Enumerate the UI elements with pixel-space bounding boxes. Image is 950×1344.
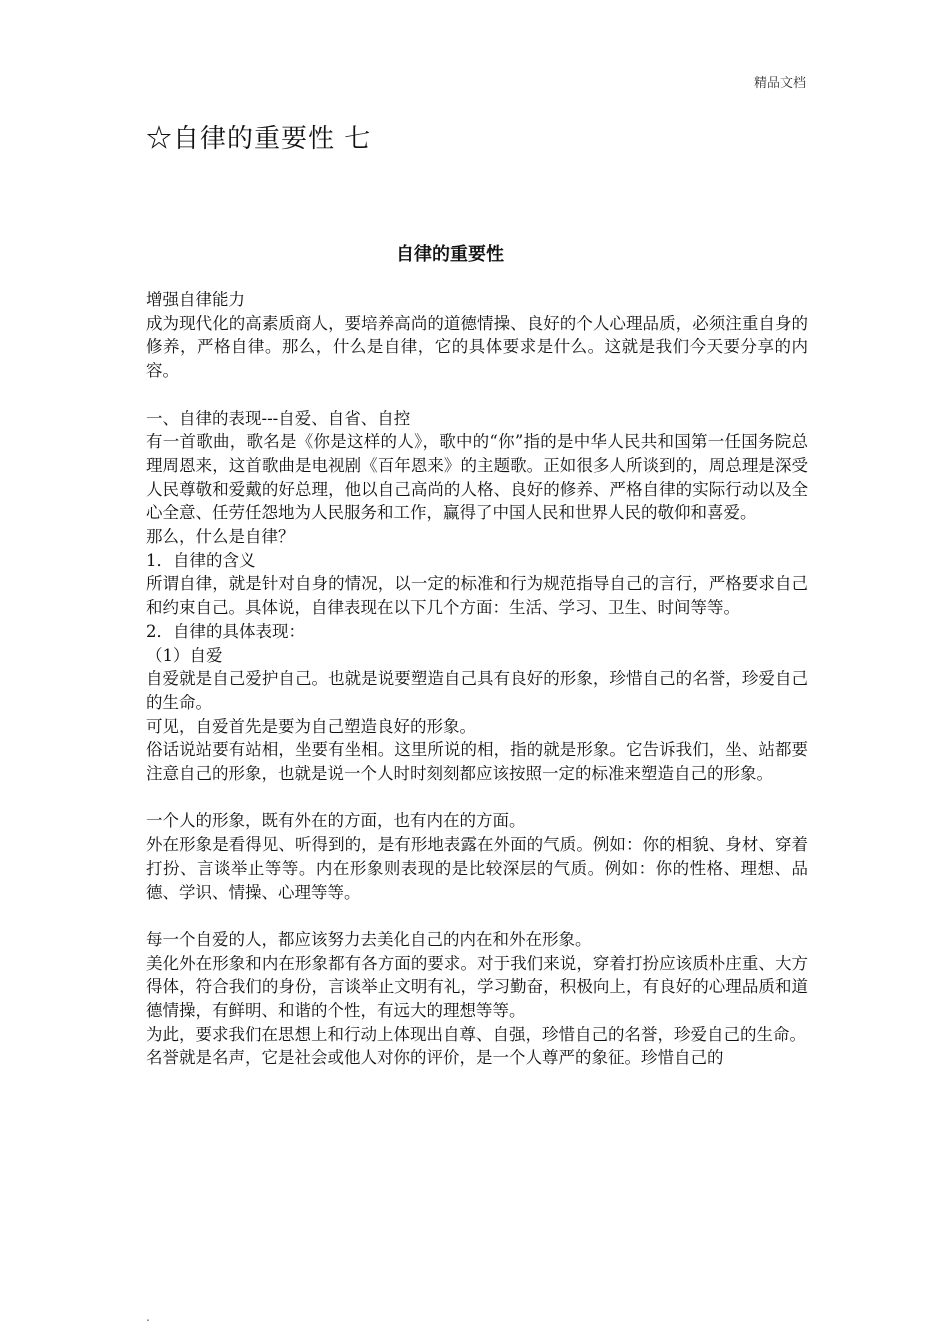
document-title: ☆自律的重要性 七 bbox=[146, 124, 372, 154]
header-note: 精品文档 bbox=[753, 76, 806, 91]
paragraph: 有一首歌曲，歌名是《你是这样的人》，歌中的“你”指的是中华人民共和国第一任国务院总理周恩来，这首歌曲是电视剧《百年恩来》的主题歌。正如很多人所谈到的，周总理是深受人民尊敬和爱戴的好总理，他以自己高尚的人格、良好的修养、严格自律的实际行动以及全心全意、任劳任怨地为人民服务和工作，赢得了中国人民和世界人民的敬仰和喜爱。 bbox=[146, 432, 808, 523]
paragraph: 增强自律能力 bbox=[146, 290, 245, 309]
paragraph: 一、自律的表现---自爱、自省、自控 bbox=[146, 408, 411, 428]
blank-line bbox=[146, 904, 808, 928]
paragraph: 可见，自爱首先是要为自己塑造良好的形象。 bbox=[146, 716, 476, 736]
paragraph: 2．自律的具体表现： bbox=[146, 621, 305, 641]
paragraph: 美化外在形象和内在形象都有各方面的要求。对于我们来说，穿着打扮应该质朴庄重、大方得体，符合我们的身份，言谈举止文明有礼，学习勤奋，积极向上，有良好的心理品质和道德情操，有鲜明、和谐的个性，有远大的理想等等。 bbox=[146, 953, 808, 1021]
paragraph: （1）自爱 bbox=[146, 645, 223, 665]
paragraph: 那么，什么是自律？ bbox=[146, 527, 295, 547]
document-body bbox=[146, 288, 808, 1070]
blank-line bbox=[146, 786, 808, 810]
paragraph: 名誉就是名声，它是社会或他人对你的评价，是一个人尊严的象征。珍惜自己的 bbox=[146, 1048, 724, 1068]
paragraph: 一个人的形象，既有外在的方面，也有内在的方面。 bbox=[146, 811, 526, 831]
paragraph: 为此，要求我们在思想上和行动上体现出自尊、自强，珍惜自己的名誉，珍爱自己的生命。 bbox=[146, 1024, 806, 1044]
paragraph: 每一个自爱的人，都应该努力去美化自己的内在和外在形象。 bbox=[146, 929, 592, 949]
footer-mark: . bbox=[146, 1310, 150, 1324]
paragraph: 所谓自律，就是针对自身的情况，以一定的标准和行为规范指导自己的言行，严格要求自己和约束自己。具体说，自律表现在以下几个方面：生活、学习、卫生、时间等等。 bbox=[146, 574, 808, 618]
paragraph: 自爱就是自己爱护自己。也就是说要塑造自己具有良好的形象，珍惜自己的名誉，珍爱自己的生命。 bbox=[146, 669, 808, 712]
paragraph: 俗话说站要有站相，坐要有坐相。这里所说的相，指的就是形象。它告诉我们，坐、站都要注意自己的形象，也就是说一个人时时刻刻都应该按照一定的标准来塑造自己的形象。 bbox=[146, 740, 808, 784]
section-title bbox=[0, 240, 950, 266]
paragraph: 1．自律的含义 bbox=[146, 550, 256, 570]
paragraph: 外在形象是看得见、听得到的，是有形地表露在外面的气质。例如：你的相貌、身材、穿着打扮、言谈举止等等。内在形象则表现的是比较深层的气质。例如：你的性格、理想、品德、学识、情操、心理等等。 bbox=[146, 835, 808, 902]
blank-line bbox=[146, 383, 808, 407]
paragraph: 成为现代化的高素质商人，要培养高尚的道德情操、良好的个人心理品质，必须注重自身的修养，严格自律。那么，什么是自律，它的具体要求是什么。这就是我们今天要分享的内容。 bbox=[146, 313, 808, 381]
section-title-text: 自律的重要性 bbox=[396, 244, 504, 265]
